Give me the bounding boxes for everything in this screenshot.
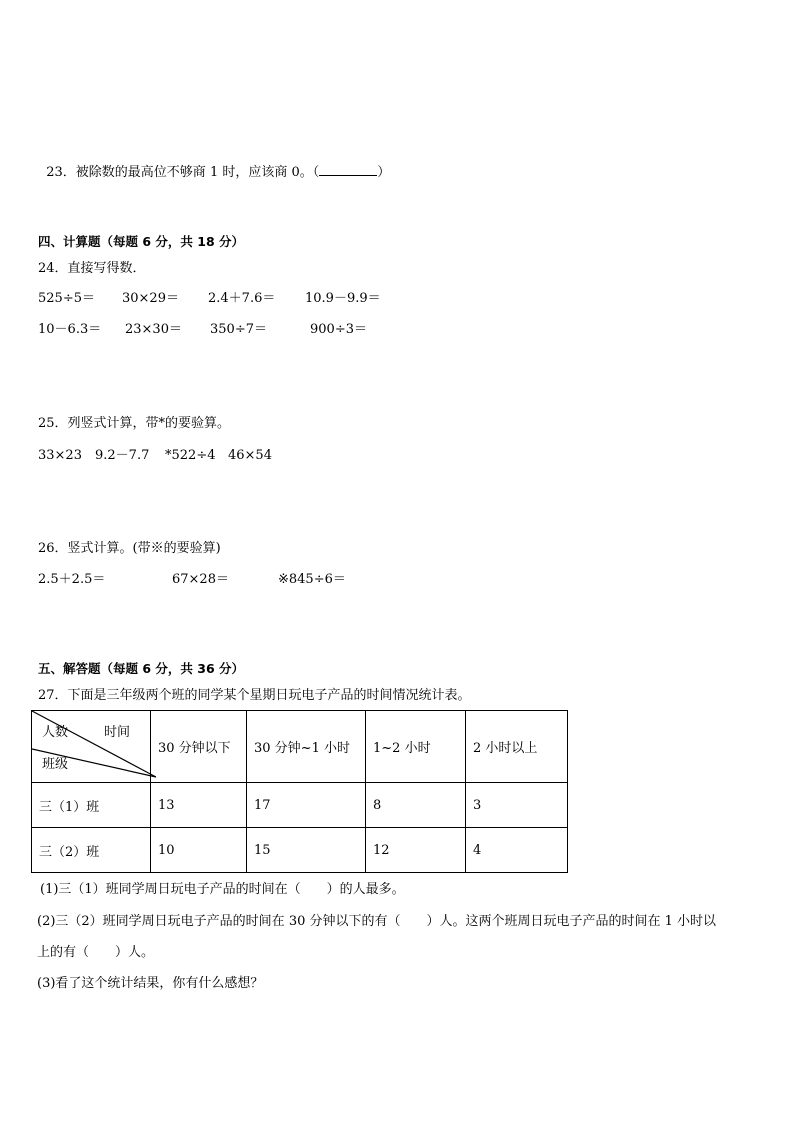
expression: 46×54 bbox=[228, 448, 272, 463]
corner-label-time: 时间 bbox=[104, 725, 131, 740]
question-27-sub-1: (1)三（1）班同学周日玩电子产品的时间在（ ）的人最多。 bbox=[40, 882, 405, 897]
question-26-title: 26．竖式计算。(带※的要验算) bbox=[38, 541, 221, 556]
expression: 10－6.3＝ bbox=[38, 322, 102, 337]
corner-label-class: 班级 bbox=[42, 757, 69, 772]
expression: 2.5＋2.5＝ bbox=[38, 572, 106, 587]
column-header: 1~2 小时 bbox=[366, 711, 466, 783]
column-header: 30 分钟~1 小时 bbox=[247, 711, 366, 783]
expression: 9.2－7.7 bbox=[95, 448, 150, 463]
expression: 30×29＝ bbox=[122, 291, 179, 306]
row-header: 三（1）班 bbox=[32, 783, 151, 828]
table-row bbox=[32, 783, 568, 828]
table-header-row bbox=[32, 711, 568, 783]
table-row bbox=[32, 828, 568, 873]
question-27-sub-3: (3)看了这个统计结果，你有什么感想？ bbox=[37, 976, 264, 991]
table-cell: 3 bbox=[466, 783, 568, 828]
expression: ※845÷6＝ bbox=[278, 572, 346, 587]
expression: 2.4＋7.6＝ bbox=[208, 291, 276, 306]
table-cell: 10 bbox=[151, 828, 247, 873]
table-cell: 8 bbox=[366, 783, 466, 828]
expression: *522÷4 bbox=[165, 448, 216, 463]
row-header: 三（2）班 bbox=[32, 828, 151, 873]
expression: 350÷7＝ bbox=[210, 322, 267, 337]
table-cell: 15 bbox=[247, 828, 366, 873]
corner-label-people: 人数 bbox=[42, 725, 69, 740]
expression: 23×30＝ bbox=[125, 322, 182, 337]
question-23-text: 23．被除数的最高位不够商 1 时，应该商 0。（ bbox=[46, 165, 320, 180]
section-5-title: 五、解答题（每题 6 分，共 36 分） bbox=[38, 661, 245, 676]
question-27-sub-2b: 上的有（ ）人。 bbox=[37, 945, 155, 960]
question-23-close: ） bbox=[377, 165, 391, 180]
table-cell: 12 bbox=[366, 828, 466, 873]
table-cell: 13 bbox=[151, 783, 247, 828]
question-25-title: 25．列竖式计算，带*的要验算。 bbox=[38, 416, 231, 431]
table-cell: 4 bbox=[466, 828, 568, 873]
column-header: 2 小时以上 bbox=[466, 711, 568, 783]
table-corner-header bbox=[32, 711, 151, 783]
expression: 10.9－9.9＝ bbox=[305, 291, 381, 306]
expression: 900÷3＝ bbox=[310, 322, 367, 337]
expression: 525÷5＝ bbox=[38, 291, 95, 306]
expression: 67×28＝ bbox=[172, 572, 229, 587]
table-cell: 17 bbox=[247, 783, 366, 828]
question-24-title: 24．直接写得数． bbox=[38, 261, 146, 276]
question-27-title: 27．下面是三年级两个班的同学某个星期日玩电子产品的时间情况统计表。 bbox=[38, 688, 471, 703]
section-4-title: 四、计算题（每题 6 分，共 18 分） bbox=[38, 234, 245, 249]
question-23 bbox=[38, 145, 390, 182]
column-header: 30 分钟以下 bbox=[151, 711, 247, 783]
answer-blank[interactable] bbox=[319, 163, 377, 176]
question-27-sub-2a: (2)三（2）班同学周日玩电子产品的时间在 30 分钟以下的有（ ）人。这两个班周日玩电子产品的时间在 1 小时以 bbox=[37, 914, 717, 929]
statistics-table bbox=[31, 710, 568, 873]
expression: 33×23 bbox=[38, 448, 82, 463]
